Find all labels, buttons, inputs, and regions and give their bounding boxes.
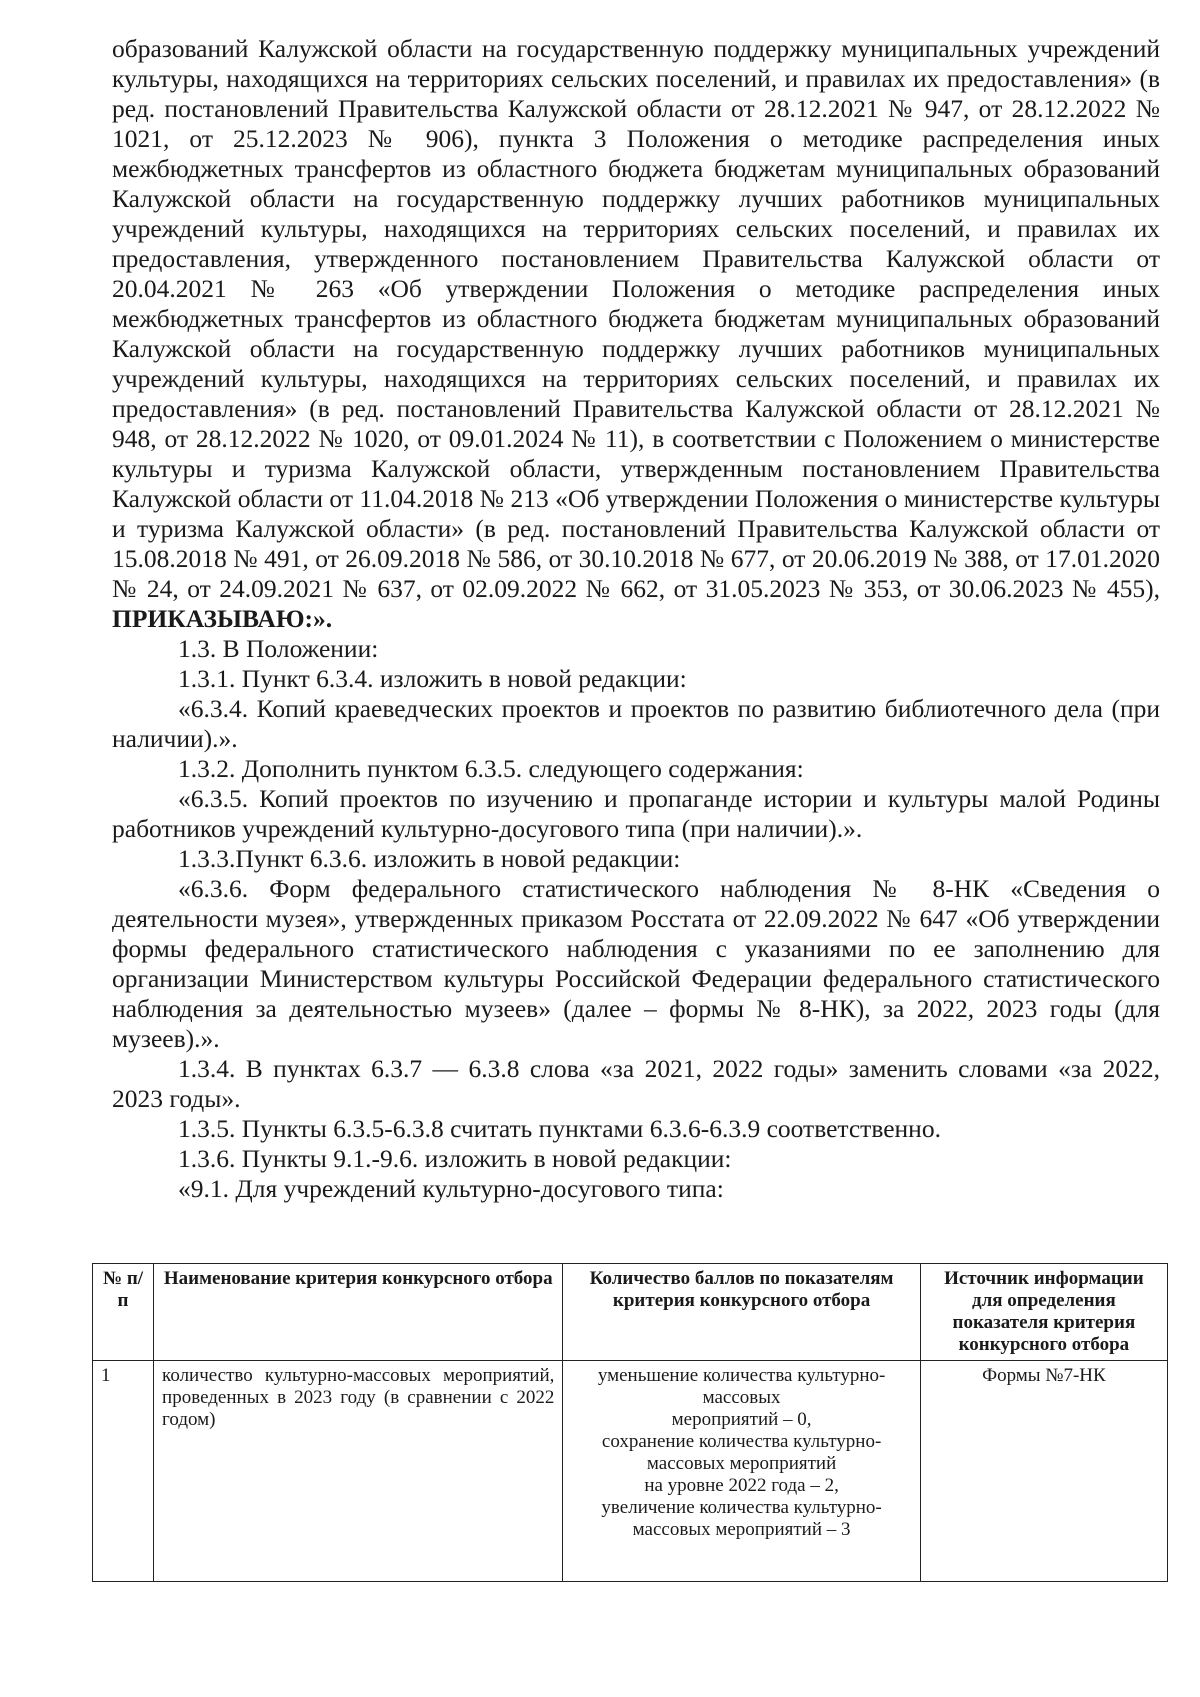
cell-num: 1 <box>93 1361 154 1582</box>
intro-text: образований Калужской области на государственную поддержку муниципальных учреждений культуры, находящихся на территориях сельских поселений, и правилах их предоставления» (в ред. постановлений Правительства Калужской области от 28.12.2021 № 947, от 28.12.2022 № 1021, от 25.12.2023 № 906), пункта 3 Положения о методике распределения иных межбюджетных трансфертов из областного бюджета бюджетам муниципальных образований Калужской области на государственную поддержку лучших работников муниципальных учреждений культуры, находящихся на территориях сельских поселений, и правилах их предоставления, утвержденного постановлением Правительства Калужской области от 20.04.2021 № 263 «Об утверждении Положения о методике распределения иных межбюджетных трансфертов из областного бюджета бюджетам муниципальных образований Калужской области на государственную поддержку лучших работников муниципальных учреждений культуры, находящихся на территориях сельских поселений, и правилах их предоставления» (в ред. постановлений Правительства Калужской области от 28.12.2021 № 948, от 28.12.2022 № 1020, от 09.01.2024 № 11), в соответствии с Положением о министерстве культуры и туризма Калужской области, утвержденным постановлением Правительства Калужской области от 11.04.2018 № 213 «Об утверждении Положения о министерстве культуры и туризма Калужской области» (в ред. постановлений Правительства Калужской области от 15.08.2018 № 491, от 26.09.2018 № 586, от 30.10.2018 № 677, от 20.06.2019 № 388, от 17.01.2020 № 24, от 24.09.2021 № 637, от 02.09.2022 № 662, от 31.05.2023 № 353, от 30.06.2023 № 455), <box>112 34 1160 603</box>
cell-source: Формы №7-НК <box>920 1361 1167 1582</box>
paragraph-1-3-5: 1.3.5. Пункты 6.3.5-6.3.8 считать пунктами 6.3.6-6.3.9 соответственно. <box>178 1114 941 1143</box>
table-header-row <box>93 1264 1168 1361</box>
score-line: увеличение количества культурно- <box>601 1497 882 1518</box>
cell-name: количество культурно-массовых мероприятий, проведенных в 2023 году (в сравнении с 2022 годом) <box>154 1361 563 1582</box>
header-num: № п/п <box>93 1264 154 1361</box>
document-body <box>112 34 1160 1204</box>
paragraph-1-3-4: 1.3.4. В пунктах 6.3.7 — 6.3.8 слова «за 2021, 2022 годы» заменить словами «за 2022, 2023 годы». <box>112 1054 1160 1113</box>
table-row <box>93 1361 1168 1582</box>
score-line: на уровне 2022 года – 2, <box>644 1475 839 1496</box>
score-line: мероприятий – 0, <box>671 1409 812 1430</box>
paragraph-1-3: 1.3. В Положении: <box>178 634 379 663</box>
score-line: массовых <box>702 1387 781 1408</box>
score-line: массовых мероприятий <box>646 1453 837 1474</box>
paragraph-1-3-3: 1.3.3.Пункт 6.3.6. изложить в новой редакции: <box>178 844 681 873</box>
header-score: Количество баллов по показателям критерия конкурсного отбора <box>563 1264 920 1361</box>
paragraph-1-3-2: 1.3.2. Дополнить пунктом 6.3.5. следующего содержания: <box>178 754 804 783</box>
cell-score <box>563 1361 920 1582</box>
order-word: ПРИКАЗЫВАЮ:». <box>112 604 333 633</box>
paragraph-6-3-5: «6.3.5. Копий проектов по изучению и пропаганде истории и культуры малой Родины работников учреждений культурно-досугового типа (при наличии).». <box>112 784 1160 843</box>
criteria-table <box>92 1263 1168 1582</box>
score-line: массовых мероприятий – 3 <box>632 1519 851 1540</box>
paragraph-1-3-1: 1.3.1. Пункт 6.3.4. изложить в новой редакции: <box>178 664 687 693</box>
paragraph-6-3-6: «6.3.6. Форм федерального статистического наблюдения № 8-НК «Сведения о деятельности музея», утвержденных приказом Росстата от 22.09.2022 № 647 «Об утверждении формы федерального статистического наблюдения с указаниями по ее заполнению для организации Министерством культуры Российской Федерации федерального статистического наблюдения за деятельностью музеев» (далее – формы № 8-НК), за 2022, 2023 годы (для музеев).». <box>112 874 1160 1053</box>
header-source: Источник информации для определения показателя критерия конкурсного отбора <box>920 1264 1167 1361</box>
intro-paragraph <box>112 34 1160 634</box>
score-line: уменьшение количества культурно- <box>597 1365 886 1386</box>
paragraph-1-3-6: 1.3.6. Пункты 9.1.-9.6. изложить в новой редакции: <box>178 1144 732 1173</box>
paragraph-6-3-4: «6.3.4. Копий краеведческих проектов и проектов по развитию библиотечного дела (при наличии).». <box>112 694 1160 753</box>
paragraph-9-1: «9.1. Для учреждений культурно-досугового типа: <box>178 1174 724 1203</box>
score-line: сохранение количества культурно- <box>601 1431 882 1452</box>
header-name: Наименование критерия конкурсного отбора <box>154 1264 563 1361</box>
